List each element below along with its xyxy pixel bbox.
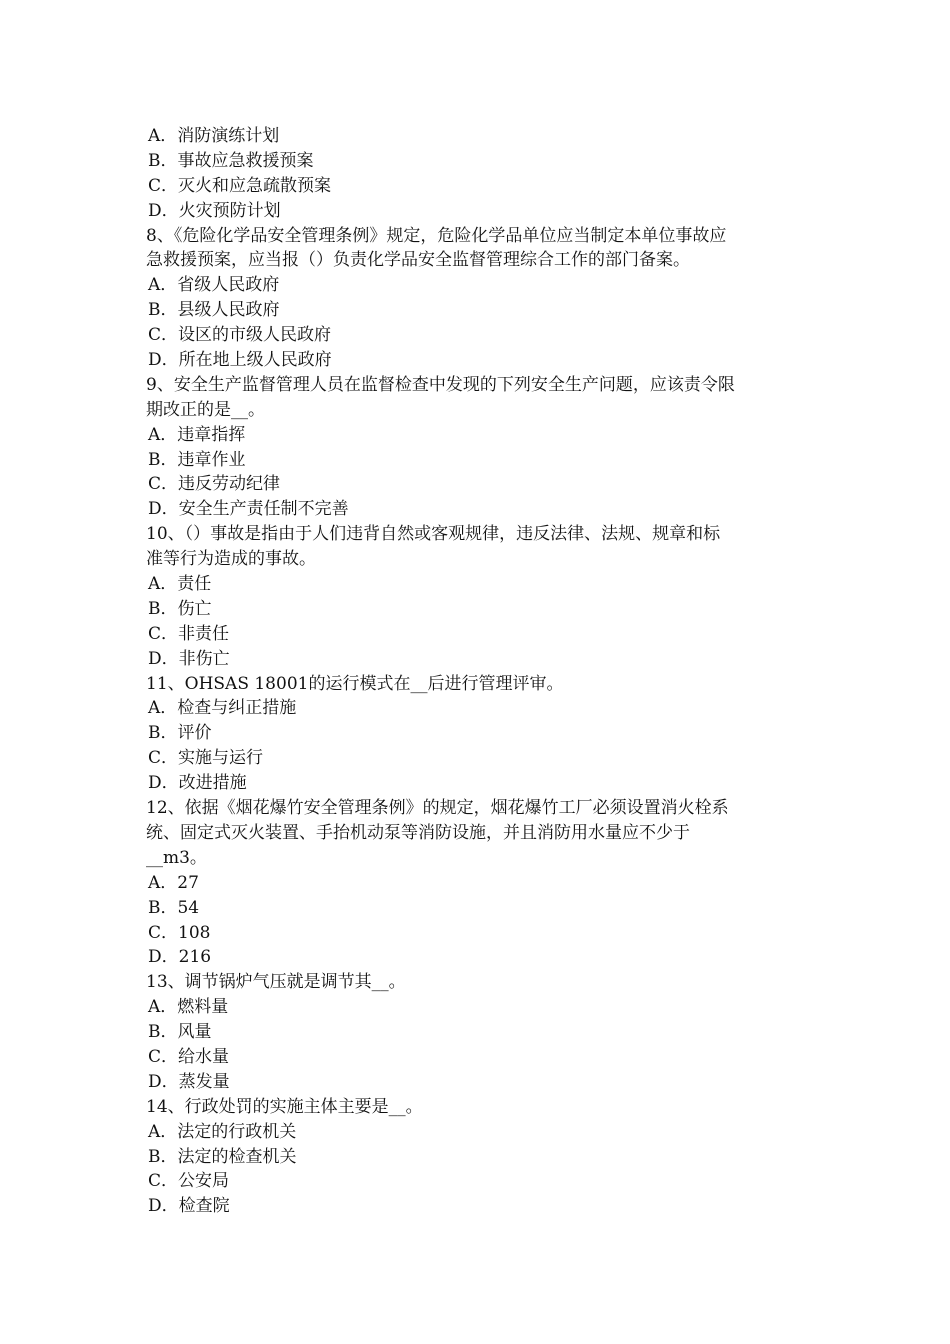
answer-option: B．风量 — [148, 1022, 212, 1043]
answer-option: D．安全生产责任制不完善 — [148, 499, 349, 520]
answer-option: A．责任 — [148, 574, 212, 595]
answer-option: A．检查与纠正措施 — [148, 698, 297, 719]
question-text-line: 12、依据《烟花爆竹安全管理条例》的规定，烟花爆竹工厂必须设置消火栓系 — [146, 798, 729, 819]
answer-option: C．公安局 — [148, 1171, 230, 1192]
answer-option: D．改进措施 — [148, 773, 247, 794]
answer-option: C．108 — [148, 922, 211, 943]
answer-option: C．给水量 — [148, 1046, 230, 1067]
question-text-line: 11、OHSAS 18001的运行模式在__后进行管理评审。 — [146, 673, 564, 694]
answer-option: A．法定的行政机关 — [148, 1121, 297, 1142]
question-text-line: 14、行政处罚的实施主体主要是__。 — [146, 1096, 423, 1117]
answer-option: C．违反劳动纪律 — [148, 474, 281, 495]
answer-option: A．省级人民政府 — [148, 275, 280, 296]
answer-option: B．伤亡 — [148, 598, 212, 619]
answer-option: B．违章作业 — [148, 449, 246, 470]
answer-option: A．27 — [148, 872, 199, 893]
question-text-line: __m3。 — [146, 847, 207, 868]
question-text-line: 8、《危险化学品安全管理条例》规定，危险化学品单位应当制定本单位事故应 — [146, 225, 727, 246]
answer-option: A．燃料量 — [148, 997, 229, 1018]
answer-option: B．县级人民政府 — [148, 300, 280, 321]
answer-option: C．灭火和应急疏散预案 — [148, 175, 332, 196]
answer-option: B．法定的检查机关 — [148, 1146, 297, 1167]
answer-option: C．设区的市级人民政府 — [148, 325, 332, 346]
document-body — [146, 124, 806, 1219]
question-text-line: 9、安全生产监督管理人员在监督检查中发现的下列安全生产问题，应该责令限 — [146, 374, 735, 395]
question-text-line: 10、（）事故是指由于人们违背自然或客观规律，违反法律、法规、规章和标 — [146, 524, 721, 545]
question-text-line: 期改正的是__。 — [146, 399, 265, 420]
question-text-line: 统、固定式灭火装置、手抬机动泵等消防设施，并且消防用水量应不少于 — [146, 822, 690, 843]
answer-option: A．违章指挥 — [148, 424, 246, 445]
answer-option: D．蒸发量 — [148, 1071, 230, 1092]
answer-option: A．消防演练计划 — [148, 126, 280, 146]
answer-option: B．评价 — [148, 723, 212, 744]
answer-option: D．所在地上级人民政府 — [148, 350, 332, 371]
answer-option: D．216 — [148, 947, 212, 968]
question-text-line: 急救援预案，应当报（）负责化学品安全监督管理综合工作的部门备案。 — [146, 250, 690, 271]
answer-option: D．火灾预防计划 — [148, 200, 281, 221]
question-text-line: 13、调节锅炉气压就是调节其__。 — [146, 972, 406, 993]
question-text-line: 准等行为造成的事故。 — [146, 549, 316, 570]
answer-option: C．非责任 — [148, 623, 230, 644]
answer-option: B．事故应急救援预案 — [148, 150, 314, 171]
answer-option: C．实施与运行 — [148, 748, 264, 769]
answer-option: B．54 — [148, 897, 200, 918]
answer-option: D．非伤亡 — [148, 648, 230, 669]
answer-option: D．检查院 — [148, 1196, 230, 1217]
